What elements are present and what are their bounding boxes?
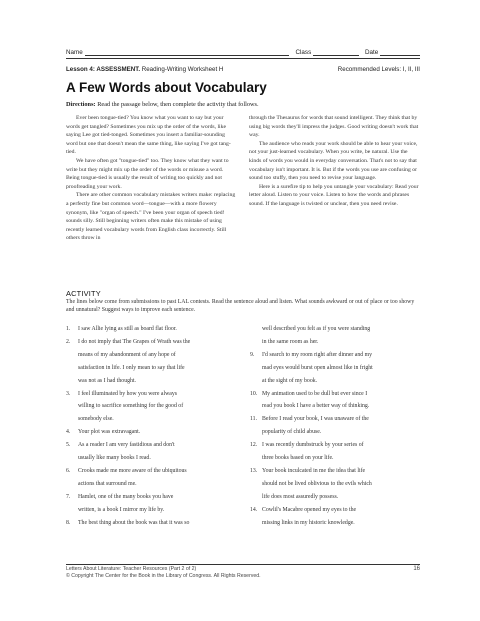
passage-paragraph: Ever been tongue-tied? You know what you want to say but your words get tangled? Sometimes you mix up the order of the words, like saying Lee got tied-tonged. Sometimes you insert a familiar-sounding word but one that doesn't mean the same thing, like saying I've got tang-tied. <box>66 115 231 156</box>
item-text: mad eyes would burst open almost like in fright <box>262 364 373 371</box>
item-number: 14. <box>250 506 258 513</box>
item-number <box>66 349 78 362</box>
item-number <box>250 452 262 465</box>
item-text: Hamlet, one of the many books you have <box>78 493 174 500</box>
item-number: 5. <box>66 442 71 449</box>
item-number: 10. <box>250 390 258 397</box>
item-text: Before I read your book, I was unaware of the <box>262 416 369 423</box>
item-number: 3. <box>66 390 71 397</box>
class-label: Class <box>295 49 312 56</box>
item-number <box>250 336 262 349</box>
item-number: 1. <box>66 326 71 332</box>
activity-item-line <box>250 504 422 517</box>
item-number <box>66 413 78 426</box>
item-text: somebody else. <box>78 416 114 423</box>
activity-item-line <box>66 465 238 478</box>
activity-item-line <box>250 426 422 439</box>
activity-item-line <box>66 517 238 530</box>
item-number <box>250 517 262 530</box>
activity-item-line <box>66 400 238 413</box>
item-text: I do not imply that The Grapes of Wrath was the <box>78 338 191 345</box>
passage-paragraph: There are other common vocabulary mistakes writers make: replacing a perfectly fine but common word—tongue—with a more flowery synonym, like "organ of speech." I've been your organ of speech tied! sounds silly. Still beginning writers often make this mistake of using recently learned vocabulary words from English class incorrectly. Still others throw in <box>66 192 236 242</box>
activity-item-line <box>250 413 422 426</box>
activity-items <box>66 323 422 575</box>
passage-column-right <box>249 114 420 286</box>
item-number: 13. <box>250 467 258 474</box>
item-text: I'd search to my room right after dinner and my <box>262 351 373 358</box>
item-text: three books based on your life. <box>262 455 334 462</box>
activity-heading: ACTIVITY <box>66 289 101 298</box>
class-field-line[interactable] <box>313 47 359 56</box>
recommended-levels: Recommended Levels: I, II, III <box>337 66 420 73</box>
item-text: should not be lived oblivious to the evils which <box>262 480 372 487</box>
item-number <box>66 375 78 388</box>
footer-rule <box>66 564 420 565</box>
item-number <box>66 478 78 491</box>
activity-item-line <box>66 375 238 388</box>
activity-item-line <box>250 323 422 336</box>
activity-item-line <box>66 439 238 452</box>
item-number <box>250 478 262 491</box>
item-text: I feel illuminated by how you were always <box>78 390 177 397</box>
activity-item-line <box>250 439 422 452</box>
passage-paragraph: We have often got "tongue-tied" too. They know what they want to write but they might mix up the order of the words or misuse a word. Being tongue-tied is usually the result of writing too quickly and not proofreading your work. <box>66 157 229 190</box>
activity-instructions: The lines below come from submissions to past LAL contests. Read the sentence aloud and listen. What sounds awkward or out of place or too showy and unnatural? Suggest ways to improve each sentence. <box>66 299 415 313</box>
footer-source: Letters About Literature: Teacher Resources (Part 2 of 2) <box>66 566 197 572</box>
activity-item-line <box>250 478 422 491</box>
item-number: 4. <box>66 429 71 436</box>
activity-item-line <box>66 336 238 349</box>
item-number: 12. <box>250 442 258 449</box>
item-text: popularity of child abuse. <box>262 429 322 436</box>
passage <box>66 114 420 286</box>
activity-item-line <box>66 349 238 362</box>
item-text: at the sight of my book. <box>262 377 318 384</box>
activity-item-line <box>66 388 238 401</box>
item-number <box>250 400 262 413</box>
item-text: well described you felt as if you were standing <box>262 326 371 332</box>
activity-item-line <box>66 413 238 426</box>
directions <box>66 101 420 109</box>
item-text: read you book I have a better way of thinking. <box>262 403 370 410</box>
name-label: Name <box>66 49 83 56</box>
item-number: 2. <box>66 338 71 345</box>
item-text: Cowlil's Macabre opened my eyes to the <box>262 506 357 513</box>
item-number: 6. <box>66 467 71 474</box>
activity-item-line <box>66 452 238 465</box>
footer <box>66 566 420 580</box>
passage-column-left <box>66 114 237 286</box>
item-number <box>250 426 262 439</box>
student-info-row <box>66 44 420 56</box>
activity-item-line <box>66 323 238 336</box>
lesson-bold: Lesson 4: ASSESSMENT. <box>66 66 141 73</box>
item-text: I saw Allie lying as still as board flat floor. <box>78 326 177 332</box>
item-number: 7. <box>66 493 71 500</box>
item-text: willing to sacrifice something for the good of <box>78 403 184 410</box>
activity-item-line <box>250 349 422 362</box>
activity-item-line <box>250 336 422 349</box>
item-text: missing links in my historic knowledge. <box>262 519 355 526</box>
item-number <box>66 400 78 413</box>
directions-text: Read the passage below, then complete the activity that follows. <box>95 101 259 108</box>
item-number <box>66 452 78 465</box>
item-text: written, is a book I mirror my life by. <box>78 506 165 513</box>
item-text: means of my abandonment of any hope of <box>78 351 176 358</box>
activity-item-line <box>66 491 238 504</box>
item-number <box>66 362 78 375</box>
item-number <box>66 504 78 517</box>
items-column-right <box>250 323 422 575</box>
date-field-line[interactable] <box>380 47 420 56</box>
item-text: Crooks made me more aware of the ubiquitous <box>78 467 187 474</box>
items-column-left <box>66 323 238 575</box>
passage-paragraph: The audience who reads your work should be able to hear your voice, not your just-learned vocabulary. When you write, be natural. Use the kinds of words you would in everyday conversation. That's not to say that vocabulary isn't important. It is. But if the words you use are confusing or sound too stuffy, then you need to revise your language. <box>249 140 418 182</box>
activity-item-line <box>66 478 238 491</box>
item-text: in the same room as her. <box>262 338 319 345</box>
footer-copyright: © Copyright The Center for the Book in the Library of Congress. All Rights Reserved. <box>66 573 261 579</box>
item-text: I was recently dumbstruck by your series of <box>262 442 364 449</box>
lesson-label <box>66 66 223 75</box>
item-text: As a reader I am very fastidious and don't <box>78 442 175 449</box>
item-number: 9. <box>250 351 255 358</box>
passage-paragraph: through the Thesaurus for words that sound intelligent. They think that by using big words they'll impress the judges. Good writing doesn't work that way. <box>249 115 419 139</box>
activity-item-line <box>250 452 422 465</box>
item-text: life does most assuredly possess. <box>262 493 339 500</box>
page-title: A Few Words about Vocabulary <box>66 80 267 95</box>
directions-label: Directions: <box>66 101 96 108</box>
activity-item-line <box>250 375 422 388</box>
name-field-line[interactable] <box>85 47 290 56</box>
item-number <box>250 323 262 336</box>
item-number: 8. <box>66 519 71 526</box>
item-number <box>250 362 262 375</box>
item-text: The best thing about the book was that it was so <box>78 519 190 526</box>
item-text: My animation used to be dull but ever since I <box>262 390 368 397</box>
item-number <box>250 491 262 504</box>
top-rule <box>66 58 420 59</box>
lesson-rest: Reading-Writing Worksheet H <box>140 66 224 73</box>
item-text: usually like many books I read. <box>78 455 151 462</box>
item-text: Your book inculcated in me the idea that life <box>262 467 366 474</box>
item-text: Your plot was extravagant. <box>78 429 141 436</box>
item-number: 11. <box>250 416 258 423</box>
activity-item-line <box>66 362 238 375</box>
activity-item-line <box>250 465 422 478</box>
activity-item-line <box>250 362 422 375</box>
item-text: satisfaction in life. I only mean to say that life <box>78 364 185 371</box>
activity-item-line <box>66 504 238 517</box>
lesson-line <box>66 66 420 75</box>
activity-item-line <box>66 426 238 439</box>
activity-item-line <box>250 517 422 530</box>
item-text: was not as I had thought. <box>78 377 136 384</box>
item-text: actions that surround me. <box>78 480 137 487</box>
page-number: 16 <box>413 566 420 572</box>
item-number <box>250 375 262 388</box>
date-label: Date <box>364 49 379 56</box>
activity-item-line <box>250 388 422 401</box>
activity-item-line <box>250 400 422 413</box>
activity-item-line <box>250 491 422 504</box>
passage-paragraph: Here is a surefire tip to help you untangle your vocabulary: Read your letter aloud. Listen to your voice. Listen to how the words and phrases sound. If the language is twisted or unclear, then you need revise. <box>249 183 419 207</box>
